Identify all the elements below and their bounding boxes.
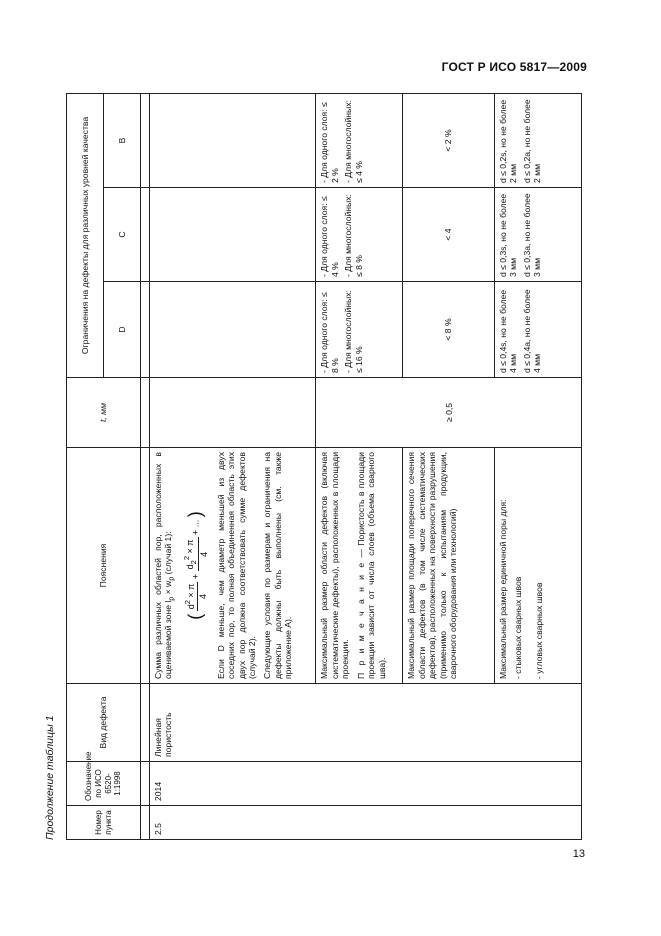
- level-d-single-pore: [494, 282, 581, 378]
- thickness-value: ≥ 0,5: [316, 378, 582, 448]
- spacer-cell: [141, 762, 150, 806]
- level-b-fracture: < 2 %: [403, 94, 494, 188]
- level-d-projection: [316, 282, 403, 378]
- level-c-single-layer: - Для одного слоя: ≤ 4 %: [319, 196, 340, 277]
- level-b-projection: [316, 94, 403, 188]
- level-c-butt: d ≤ 0,3s, но не более 3 мм: [497, 193, 519, 277]
- level-b-butt: d ≤ 0,2s, но не более 2 мм: [497, 99, 519, 183]
- level-d-butt: d ≤ 0,4s, но не более 4 мм: [497, 289, 519, 373]
- level-d-fillet: d ≤ 0,4a, но не более 4 мм: [521, 289, 543, 373]
- level-d-single-layer: - Для одного слоя: ≤ 8 %: [319, 292, 340, 373]
- header-level-b: B: [104, 94, 141, 188]
- level-b-single-pore: [494, 94, 581, 188]
- header-number: Номер пункта: [67, 806, 141, 840]
- spacer-cell: [141, 448, 150, 684]
- header-level-c: C: [104, 188, 141, 282]
- row-iso-ref: 2014: [149, 762, 581, 806]
- table-caption: Продолжение таблицы 1: [44, 715, 56, 840]
- row-number: 2.5: [149, 806, 581, 840]
- level-b-empty-1: [149, 94, 316, 188]
- standard-code: ГОСТ Р ИСО 5817—2009: [441, 60, 587, 74]
- level-c-fillet: d ≤ 0,3a, но не более 3 мм: [521, 193, 543, 277]
- header-limits-group: Ограничения на дефекты для различных уровней качества: [67, 94, 104, 378]
- header-level-d: D: [104, 282, 141, 378]
- rotated-table-container: [66, 94, 582, 840]
- level-d-empty-1: [149, 282, 316, 378]
- explanation-block-4: [494, 448, 581, 684]
- explanation-block-1: [149, 448, 316, 684]
- spacer-cell: [141, 188, 150, 282]
- defect-limits-table: [66, 93, 582, 840]
- butt-welds-label: - стыковых сварных швов: [513, 576, 524, 679]
- header-defect-type: Вид дефекта: [67, 684, 141, 762]
- spacer-cell: [141, 684, 150, 762]
- level-b-fillet: d ≤ 0,2a, но не более 2 мм: [521, 99, 543, 183]
- single-pore-title: Максимальный размер единичной поры для:: [497, 499, 508, 679]
- explanation-conditions: Следующие условия по размерам и ограничения на дефекты должны быть выполнены (см. также приложение А).: [262, 452, 294, 679]
- rotated-table-frame: [66, 94, 582, 840]
- fillet-welds-label: - угловых сварных швов: [533, 582, 544, 679]
- level-c-single-pore: [494, 188, 581, 282]
- level-d-fracture: < 8 %: [403, 282, 494, 378]
- area-sum-formula: ( $d^2 \times \pi$ 4 + $d_2^2 \times \pi$ 4 + ... ): [181, 511, 209, 620]
- spacer-cell: [141, 378, 150, 448]
- header-explanations: Пояснения: [67, 448, 141, 684]
- level-d-multi-layer: - Для многослойных: ≤ 16 %: [343, 290, 364, 373]
- row-defect-type: Линейная пористость: [149, 684, 581, 762]
- level-c-fracture: < 4: [403, 188, 494, 282]
- explanation-intro: Сумма различных областей пор, расположенных в оцениваемой зоне $l_p \times w_p$ (случай 1):: [152, 452, 176, 679]
- table-caption-wrapper: [44, 715, 58, 840]
- projection-area-text: Максимальный размер области дефектов (включая систематические дефекты), расположенных в площади проекции.: [319, 452, 351, 679]
- page-number: 13: [572, 848, 585, 860]
- spacer-cell: [141, 282, 150, 378]
- explanation-case-2: Если D меньше, чем диаметр меньшей из двух соседних пор, то полная объединенная область этих двух пор должна соответствовать сумме дефектов (случай 2).: [215, 452, 257, 679]
- thickness-empty-1: [149, 378, 316, 448]
- spacer-cell: [141, 94, 150, 188]
- projection-note: П р и м е ч а н и е — Пористость в площади проекции зависит от числа слоев (объема сварного шва).: [355, 452, 387, 679]
- explanation-block-2: [316, 448, 403, 684]
- level-c-projection: [316, 188, 403, 282]
- header-iso-ref: Обозначение по ИСО 6520-1:1998: [67, 762, 141, 806]
- header-thickness: t, мм: [67, 378, 141, 448]
- explanation-block-3: Максимальный размер площади поперечного сечения области дефектов (в том числе систематических дефектов), расположенных на поверхности разрушения (применимо только к испытаниям продукции, сварочного оборудования или технологий): [403, 448, 494, 684]
- level-c-multi-layer: - Для многослойных: ≤ 8 %: [343, 194, 364, 277]
- spacer-cell: [141, 806, 150, 840]
- level-b-multi-layer: - Для многослойных: ≤ 4 %: [343, 100, 364, 183]
- level-b-single-layer: - Для одного слоя: ≤ 2 %: [319, 102, 340, 183]
- level-c-empty-1: [149, 188, 316, 282]
